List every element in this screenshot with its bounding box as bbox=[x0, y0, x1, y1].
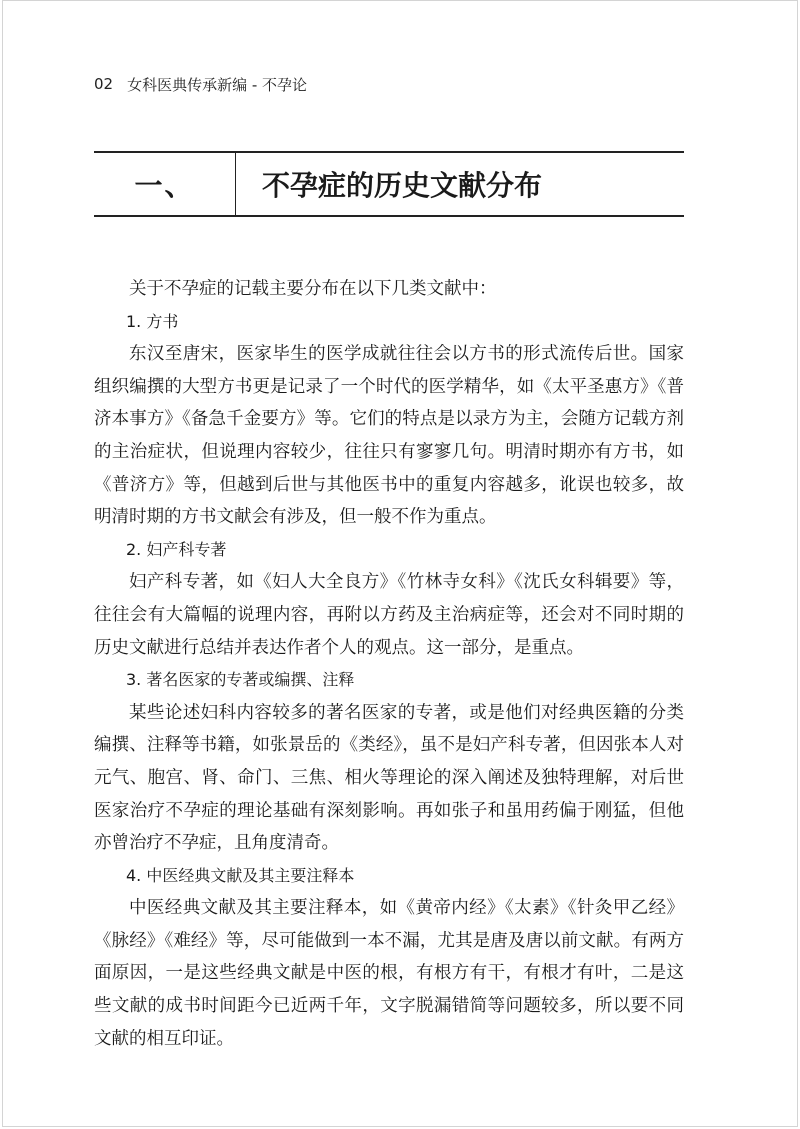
body-text bbox=[94, 273, 684, 1055]
section-heading-3: 3. 著名医家的专著或编撰、注释 bbox=[126, 670, 355, 690]
chapter-title: 不孕症的历史文献分布 bbox=[262, 169, 543, 202]
page-number: 02 bbox=[94, 75, 114, 93]
chapter-divider bbox=[235, 153, 236, 215]
section-paragraph-4: 中医经典文献及其主要注释本，如《黄帝内经》《太素》《针灸甲乙经》《脉经》《难经》等，尽可能做到一本不漏，尤其是唐及唐以前文献。有两方面原因，一是这些经典文献是中医的根，有根方有干，有根才有叶，二是这些文献的成书时间距今已近两千年，文字脱漏错简等问题较多，所以要不同文献的相互印证。 bbox=[94, 898, 684, 1049]
intro-paragraph: 关于不孕症的记载主要分布在以下几类文献中： bbox=[129, 279, 497, 299]
book-title: 女科医典传承新编 - 不孕论 bbox=[127, 75, 308, 94]
section-paragraph-2: 妇产科专著，如《妇人大全良方》《竹林寺女科》《沈氏女科辑要》等，往往会有大篇幅的说理内容，再附以方药及主治病症等，还会对不同时期的历史文献进行总结并表达作者个人的观点。这一部分，是重点。 bbox=[94, 572, 684, 658]
section-paragraph-1: 东汉至唐宋，医家毕生的医学成就往往会以方书的形式流传后世。国家组织编撰的大型方书更是记录了一个时代的医学精华，如《太平圣惠方》《普济本事方》《备急千金要方》等。它们的特点是以录方为主，会随方记载方剂的主治症状，但说理内容较少，往往只有寥寥几句。明清时期亦有方书，如《普济方》等，但越到后世与其他医书中的重复内容越多，讹误也较多，故明清时期的方书文献会有涉及，但一般不作为重点。 bbox=[94, 344, 684, 528]
running-header bbox=[94, 72, 307, 96]
section-heading-2: 2. 妇产科专著 bbox=[126, 539, 227, 559]
chapter-number: 一、 bbox=[134, 169, 195, 202]
section-paragraph-3: 某些论述妇科内容较多的著名医家的专著，或是他们对经典医籍的分类编撰、注释等书籍，如张景岳的《类经》，虽不是妇产科专著，但因张本人对元气、胞宫、肾、命门、三焦、相火等理论的深入阐述及独特理解，对后世医家治疗不孕症的理论基础有深刻影响。再如张子和虽用药偏于刚猛，但他亦曾治疗不孕症，且角度清奇。 bbox=[94, 702, 684, 854]
section-heading-1: 1. 方书 bbox=[126, 311, 179, 331]
chapter-heading bbox=[94, 151, 684, 217]
section-heading-4: 4. 中医经典文献及其主要注释本 bbox=[126, 865, 355, 885]
